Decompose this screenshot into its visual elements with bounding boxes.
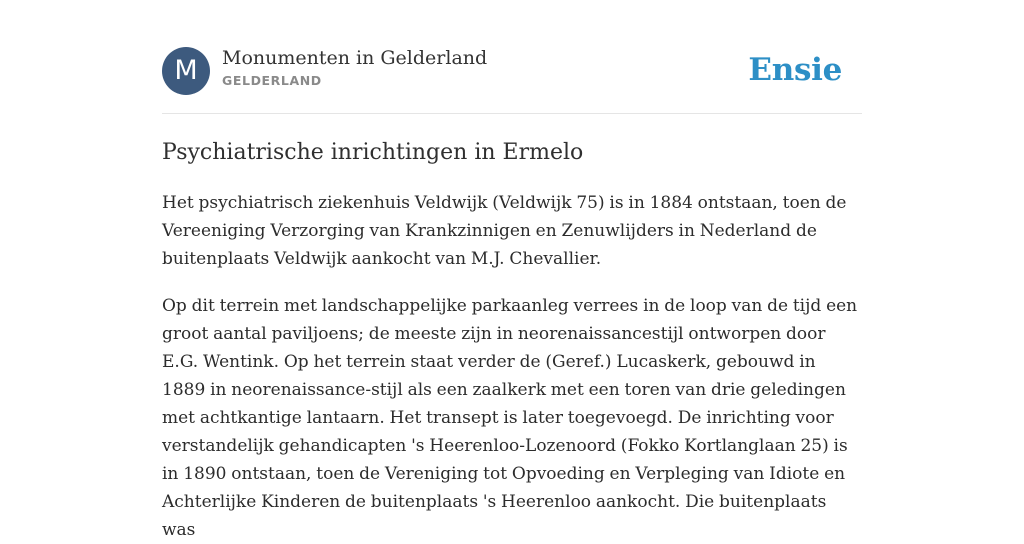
ensie-logo[interactable]: Ensie: [748, 52, 842, 88]
source-info: [222, 46, 487, 88]
article-title: Psychiatrische inrichtingen in Ermelo: [162, 140, 584, 165]
avatar[interactable]: M: [162, 47, 210, 95]
source-subtitle[interactable]: GELDERLAND: [222, 73, 322, 88]
article-paragraph: Op dit terrein met landschappelijke parkaanleg verrees in de loop van de tijd een groot aantal paviljoens; de meeste zijn in neorenaissancestijl ontworpen door E.G. Wentink. Op het terrein staat verder de (Geref.) Lucaskerk, gebouwd in 1889 in neorenaissance-stijl als een zaalkerk met een toren van drie geledingen met achtkantige lantaarn. Het transept is later toegevoegd. De inrichting voor verstandelijk gehandicapten 's Heerenloo-Lozenoord (Fokko Kortlanglaan 25) is in 1890 ontstaan, toen de Vereniging tot Opvoeding en Verpleging van Idiote en Achterlijke Kinderen de buitenplaats 's Heerenloo aankocht. Die buitenplaats was: [162, 296, 858, 540]
article-paragraph: Het psychiatrisch ziekenhuis Veldwijk (Veldwijk 75) is in 1884 ontstaan, toen de Vereeniging Verzorging van Krankzinnigen en Zenuwlijders in Nederland de buitenplaats Veldwijk aankocht van M.J. Chevallier.: [162, 193, 847, 269]
article-card: [162, 46, 862, 544]
source-title-link[interactable]: Monumenten in Gelderland: [222, 47, 488, 69]
source-header: [162, 46, 862, 114]
